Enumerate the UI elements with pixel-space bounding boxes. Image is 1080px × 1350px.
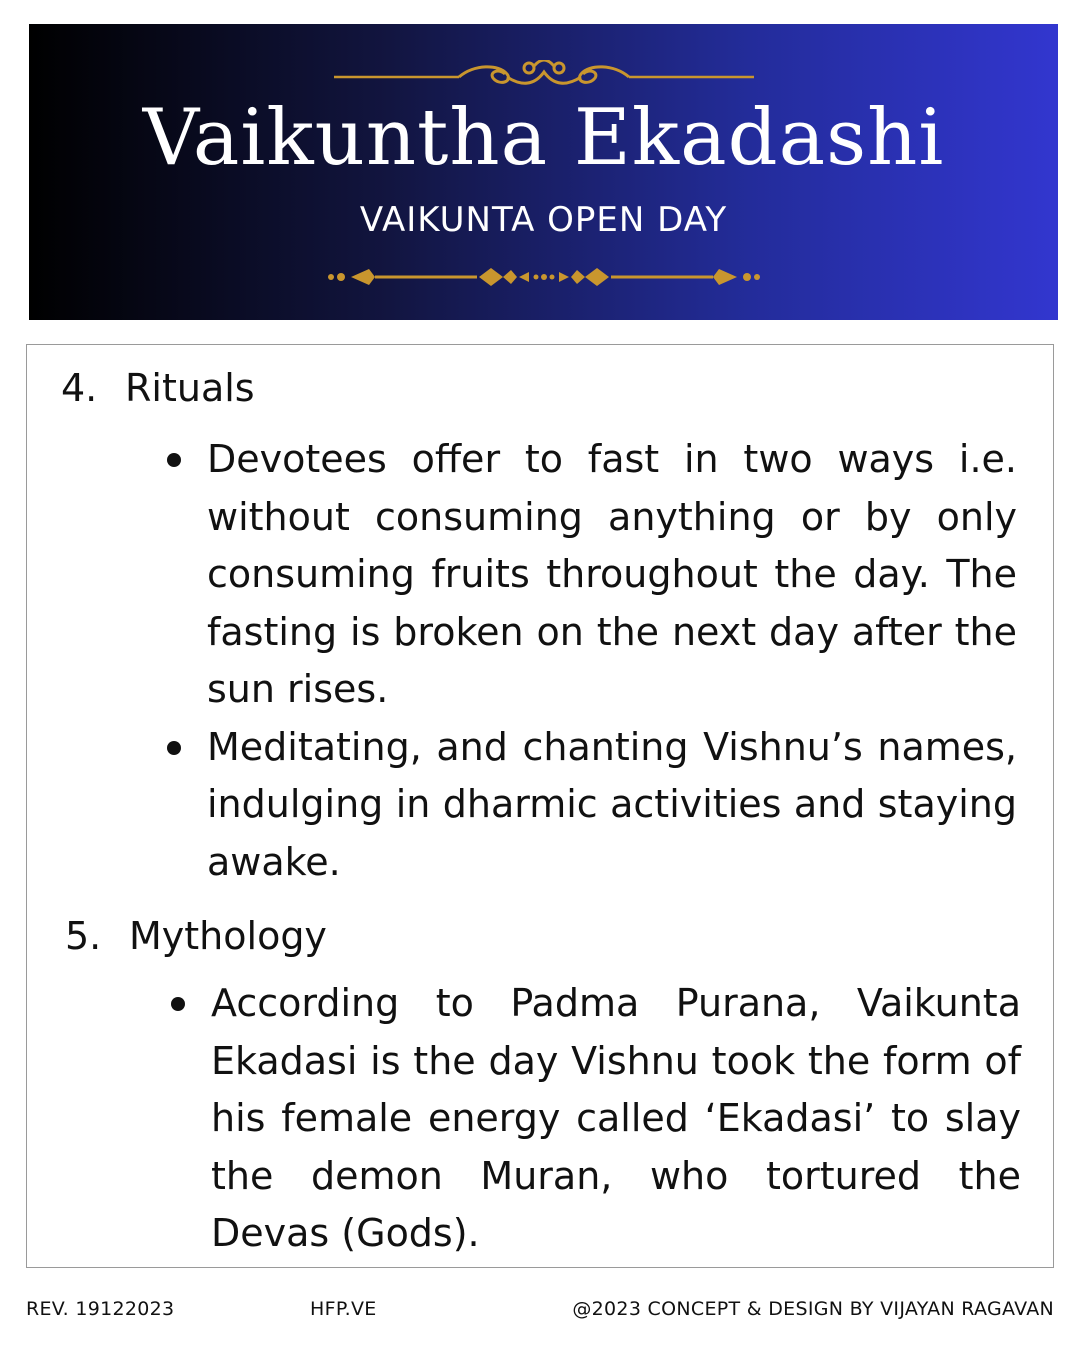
page-title: Vaikuntha Ekadashi <box>142 93 945 183</box>
footer-credit: @2023 CONCEPT & DESIGN BY VIJAYAN RAGAVAN <box>572 1298 1054 1320</box>
bullet-icon <box>167 453 181 467</box>
footer-code: HFP.VE <box>310 1298 377 1320</box>
ornament-top-icon <box>29 60 1058 90</box>
bullet-text: Meditating, and chanting Vishnu’s names, indulging in dharmic activities and staying awake. <box>207 724 1017 884</box>
section-title: Mythology <box>129 914 327 958</box>
bullet-list <box>207 431 1017 891</box>
content-box <box>26 344 1054 1268</box>
bullet-icon <box>171 997 185 1011</box>
bullet-list <box>211 975 1021 1263</box>
list-item <box>207 719 1017 892</box>
section-title: Rituals <box>125 366 255 410</box>
ornament-bottom-icon <box>29 260 1058 294</box>
bullet-text: Devotees offer to fast in two ways i.e. without consuming anything or by only consuming fruits throughout the day. The fasting is broken on the next day after the sun rises. <box>207 437 1017 711</box>
bullet-text: According to Padma Purana, Vaikunta Ekadasi is the day Vishnu took the form of his female energy called ‘Ekadasi’ to slay the demon Muran, who tortured the Devas (Gods). <box>211 981 1021 1255</box>
list-item <box>211 975 1021 1263</box>
bullet-icon <box>167 741 181 755</box>
title-banner <box>29 24 1058 320</box>
footer-revision: REV. 19122023 <box>26 1298 175 1320</box>
list-item <box>207 431 1017 719</box>
section-number: 5. <box>65 914 102 958</box>
page-subtitle: VAIKUNTA OPEN DAY <box>359 200 728 240</box>
section-number: 4. <box>61 366 98 410</box>
